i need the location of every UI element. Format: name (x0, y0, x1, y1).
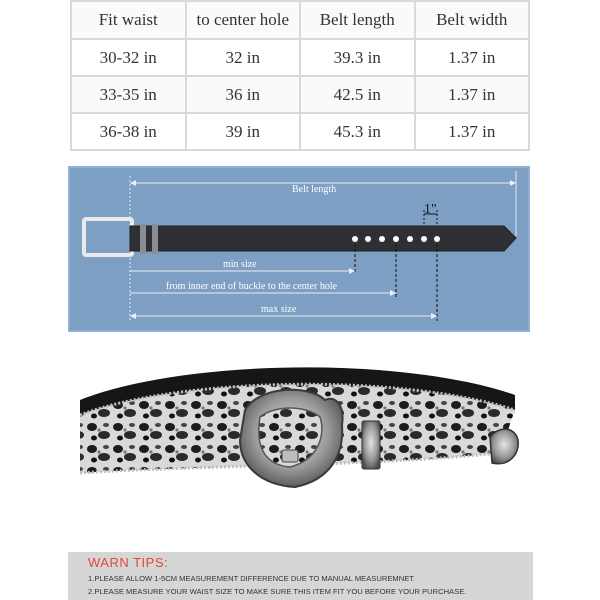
max-arrow-head-left (130, 313, 136, 319)
belt-hole (352, 236, 358, 242)
belt-hole (407, 236, 413, 242)
warn-tip-1: 1.PLEASE ALLOW 1-5CM MEASUREMENT DIFFERENCE DUE TO MANUAL MEASUREMNET. (88, 574, 416, 583)
belt-hole (365, 236, 371, 242)
center-arrow-head (390, 290, 396, 296)
cell-center-hole: 32 in (186, 39, 301, 76)
belt-keeper-2 (152, 224, 158, 254)
header-belt-length: Belt length (300, 1, 415, 39)
belt-measurement-diagram (68, 166, 530, 332)
cell-fit-waist: 36-38 in (71, 113, 186, 150)
leopard-belt-illustration (60, 355, 540, 530)
header-belt-width: Belt width (415, 1, 530, 39)
table-row (71, 113, 529, 150)
warn-tips-panel (68, 552, 533, 600)
max-arrow-head-right (431, 313, 437, 319)
arrow-head-left (130, 180, 136, 186)
cell-belt-width: 1.37 in (415, 76, 530, 113)
min-size-label: min size (223, 259, 257, 270)
cell-belt-length: 42.5 in (300, 76, 415, 113)
table-header-row (71, 1, 529, 39)
belt-tip (490, 429, 518, 464)
warn-tips-title: WARN TIPS: (88, 555, 169, 570)
warn-tip-2: 2.PLEASE MEASURE YOUR WAIST SIZE TO MAKE SURE THIS ITEM FIT YOU BEFORE YOUR PURCHASE. (88, 587, 467, 596)
header-center-hole: to center hole (186, 1, 301, 39)
cell-center-hole: 36 in (186, 76, 301, 113)
header-fit-waist: Fit waist (71, 1, 186, 39)
cell-center-hole: 39 in (186, 113, 301, 150)
belt-strap (130, 226, 516, 251)
buckle-frame (84, 219, 132, 255)
buckle-prong (282, 450, 298, 462)
belt-length-label: Belt length (292, 184, 337, 195)
belt-hole (421, 236, 427, 242)
belt-hole (434, 236, 440, 242)
min-arrow-head (349, 268, 355, 274)
cell-belt-width: 1.37 in (415, 113, 530, 150)
belt-hole (379, 236, 385, 242)
table-row (71, 76, 529, 113)
cell-fit-waist: 30-32 in (71, 39, 186, 76)
hole-spacing-label: 1" (424, 202, 437, 217)
arrow-head-right (510, 180, 516, 186)
max-size-label: max size (261, 304, 297, 315)
table-row (71, 39, 529, 76)
cell-belt-length: 39.3 in (300, 39, 415, 76)
cell-belt-width: 1.37 in (415, 39, 530, 76)
size-chart-table (70, 0, 530, 151)
belt-loop-keeper (362, 421, 380, 469)
cell-belt-length: 45.3 in (300, 113, 415, 150)
diagram-svg (68, 166, 530, 332)
cell-fit-waist: 33-35 in (71, 76, 186, 113)
product-photo (60, 355, 540, 530)
belt-keeper-1 (140, 224, 146, 254)
belt-hole (393, 236, 399, 242)
center-hole-label: from inner end of buckle to the center hole (166, 281, 338, 292)
